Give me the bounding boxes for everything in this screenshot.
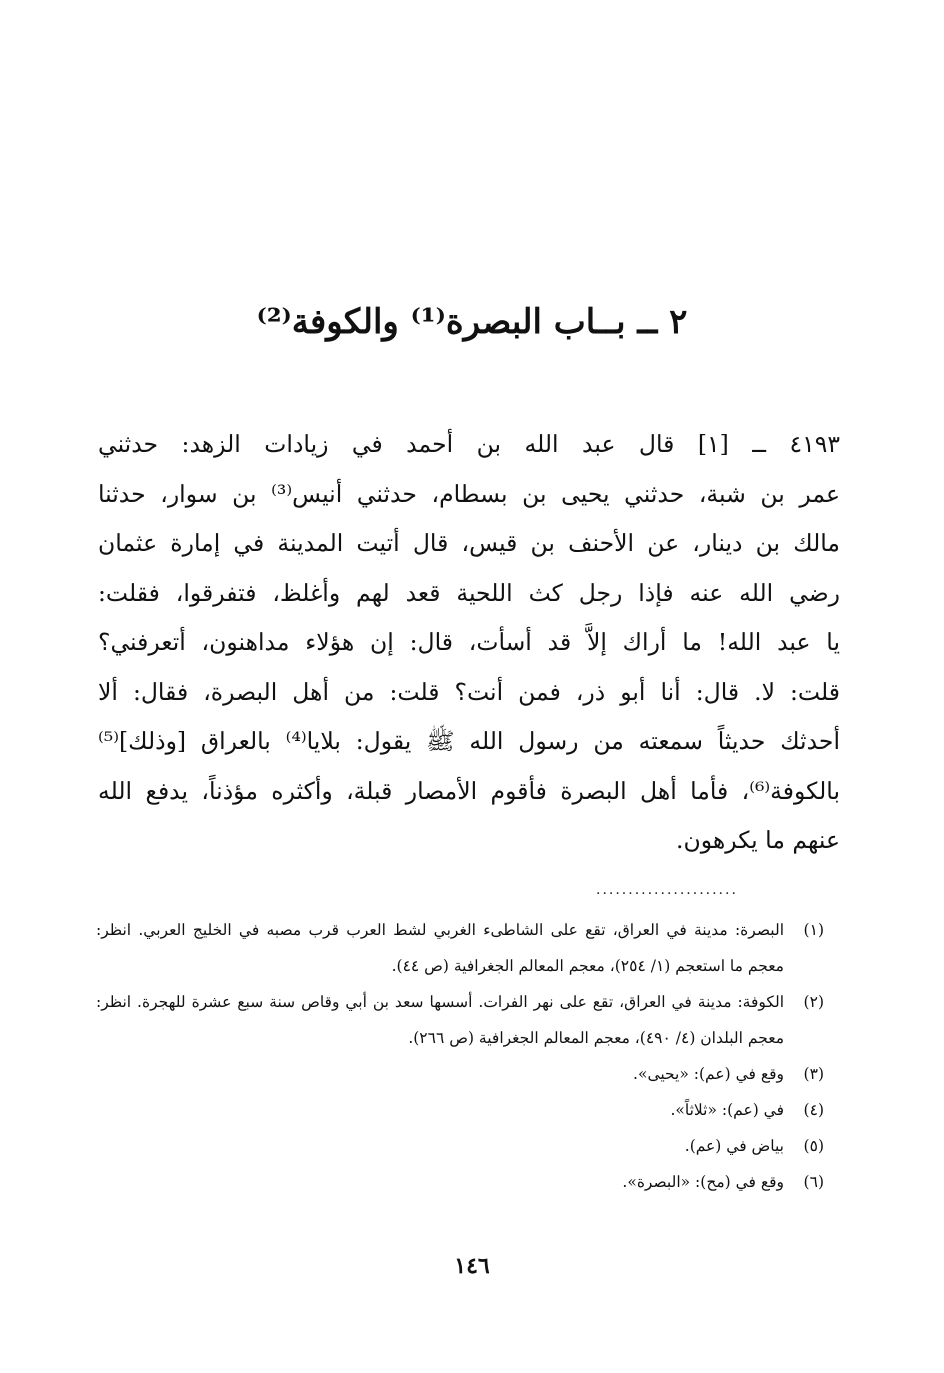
hadith-line: مالك بن دينار، عن الأحنف بن قيس، قال أتيت المدينة في إمارة عثمان	[98, 529, 840, 557]
hadith-line: يا عبد الله! ما أراك إلاَّ قد أسأت، قال: إن هؤلاء مداهنون، أتعرفني؟	[98, 628, 840, 656]
footnote-text: في (عم): «ثلاثاً».	[670, 1101, 784, 1119]
footnote-number: (٥)	[803, 1137, 824, 1155]
hadith-line: ٤١٩٣ ــ [١] قال عبد الله بن أحمد في زيادات الزهد: حدثني	[98, 430, 840, 458]
footnotes	[96, 912, 824, 1200]
footnote-number: (٤)	[803, 1101, 824, 1119]
footnote-item	[96, 984, 824, 1056]
footnote-item	[96, 1128, 824, 1164]
footnote-item	[96, 1092, 824, 1128]
footnote-item	[96, 912, 824, 984]
footnote-separator: ......................	[596, 885, 738, 895]
hadith-line: رضي الله عنه فإذا رجل كث اللحية قعد لهم وأغلظ، فتفرقوا، فقلت:	[98, 578, 840, 607]
hadith-line: قلت: لا. قال: أنا أبو ذر، فمن أنت؟ قلت: من أهل البصرة، فقال: ألا	[98, 677, 840, 706]
footnote-text: الكوفة: مدينة في العراق، تقع على نهر الفرات. أسسها سعد بن أبي وقاص سنة سبع عشرة للهجرة. انظر: معجم البلدان (٤/ ٤٩٠)، معجم المعالم الجغرافية (ص ٢٦٦).	[96, 993, 784, 1047]
footnote-number: (٢)	[803, 993, 824, 1011]
footnote-number: (٣)	[803, 1065, 824, 1083]
footnote-item	[96, 1056, 824, 1092]
footnote-text: بياض في (عم).	[684, 1137, 784, 1155]
hadith-line: عنهم ما يكرهون.	[675, 826, 840, 854]
chapter-title: ٢ ــ بــاب البصرة⁽¹⁾ والكوفة⁽²⁾	[256, 302, 688, 342]
hadith-line: بالكوفة⁽⁶⁾، فأما أهل البصرة فأقوم الأمصار قبلة، وأكثره مؤذناً، يدفع الله	[98, 776, 840, 805]
footnote-number: (١)	[803, 921, 824, 939]
footnote-text: وقع في (عم): «يحيى».	[633, 1065, 784, 1083]
footnote-number: (٦)	[803, 1173, 824, 1191]
footnote-text: البصرة: مدينة في العراق، تقع على الشاطىء الغربي لشط العرب قرب مصبه في الخليج العربي. انظر: معجم ما استعجم (١/ ٢٥٤)، معجم المعالم الجغرافية (ص ٤٤).	[96, 921, 784, 975]
footnote-text: وقع في (مح): «البصرة».	[622, 1173, 784, 1191]
hadith-text	[98, 420, 840, 866]
page-number: ١٤٦	[454, 1253, 490, 1279]
hadith-line: عمر بن شبة، حدثني يحيى بن بسطام، حدثني أنيس⁽³⁾ بن سوار، حدثنا	[98, 479, 840, 508]
footnote-item	[96, 1164, 824, 1200]
hadith-line: أحدثك حديثاً سمعته من رسول الله ﷺ يقول: بلايا⁽⁴⁾ بالعراق [وذلك]⁽⁵⁾	[98, 727, 840, 755]
